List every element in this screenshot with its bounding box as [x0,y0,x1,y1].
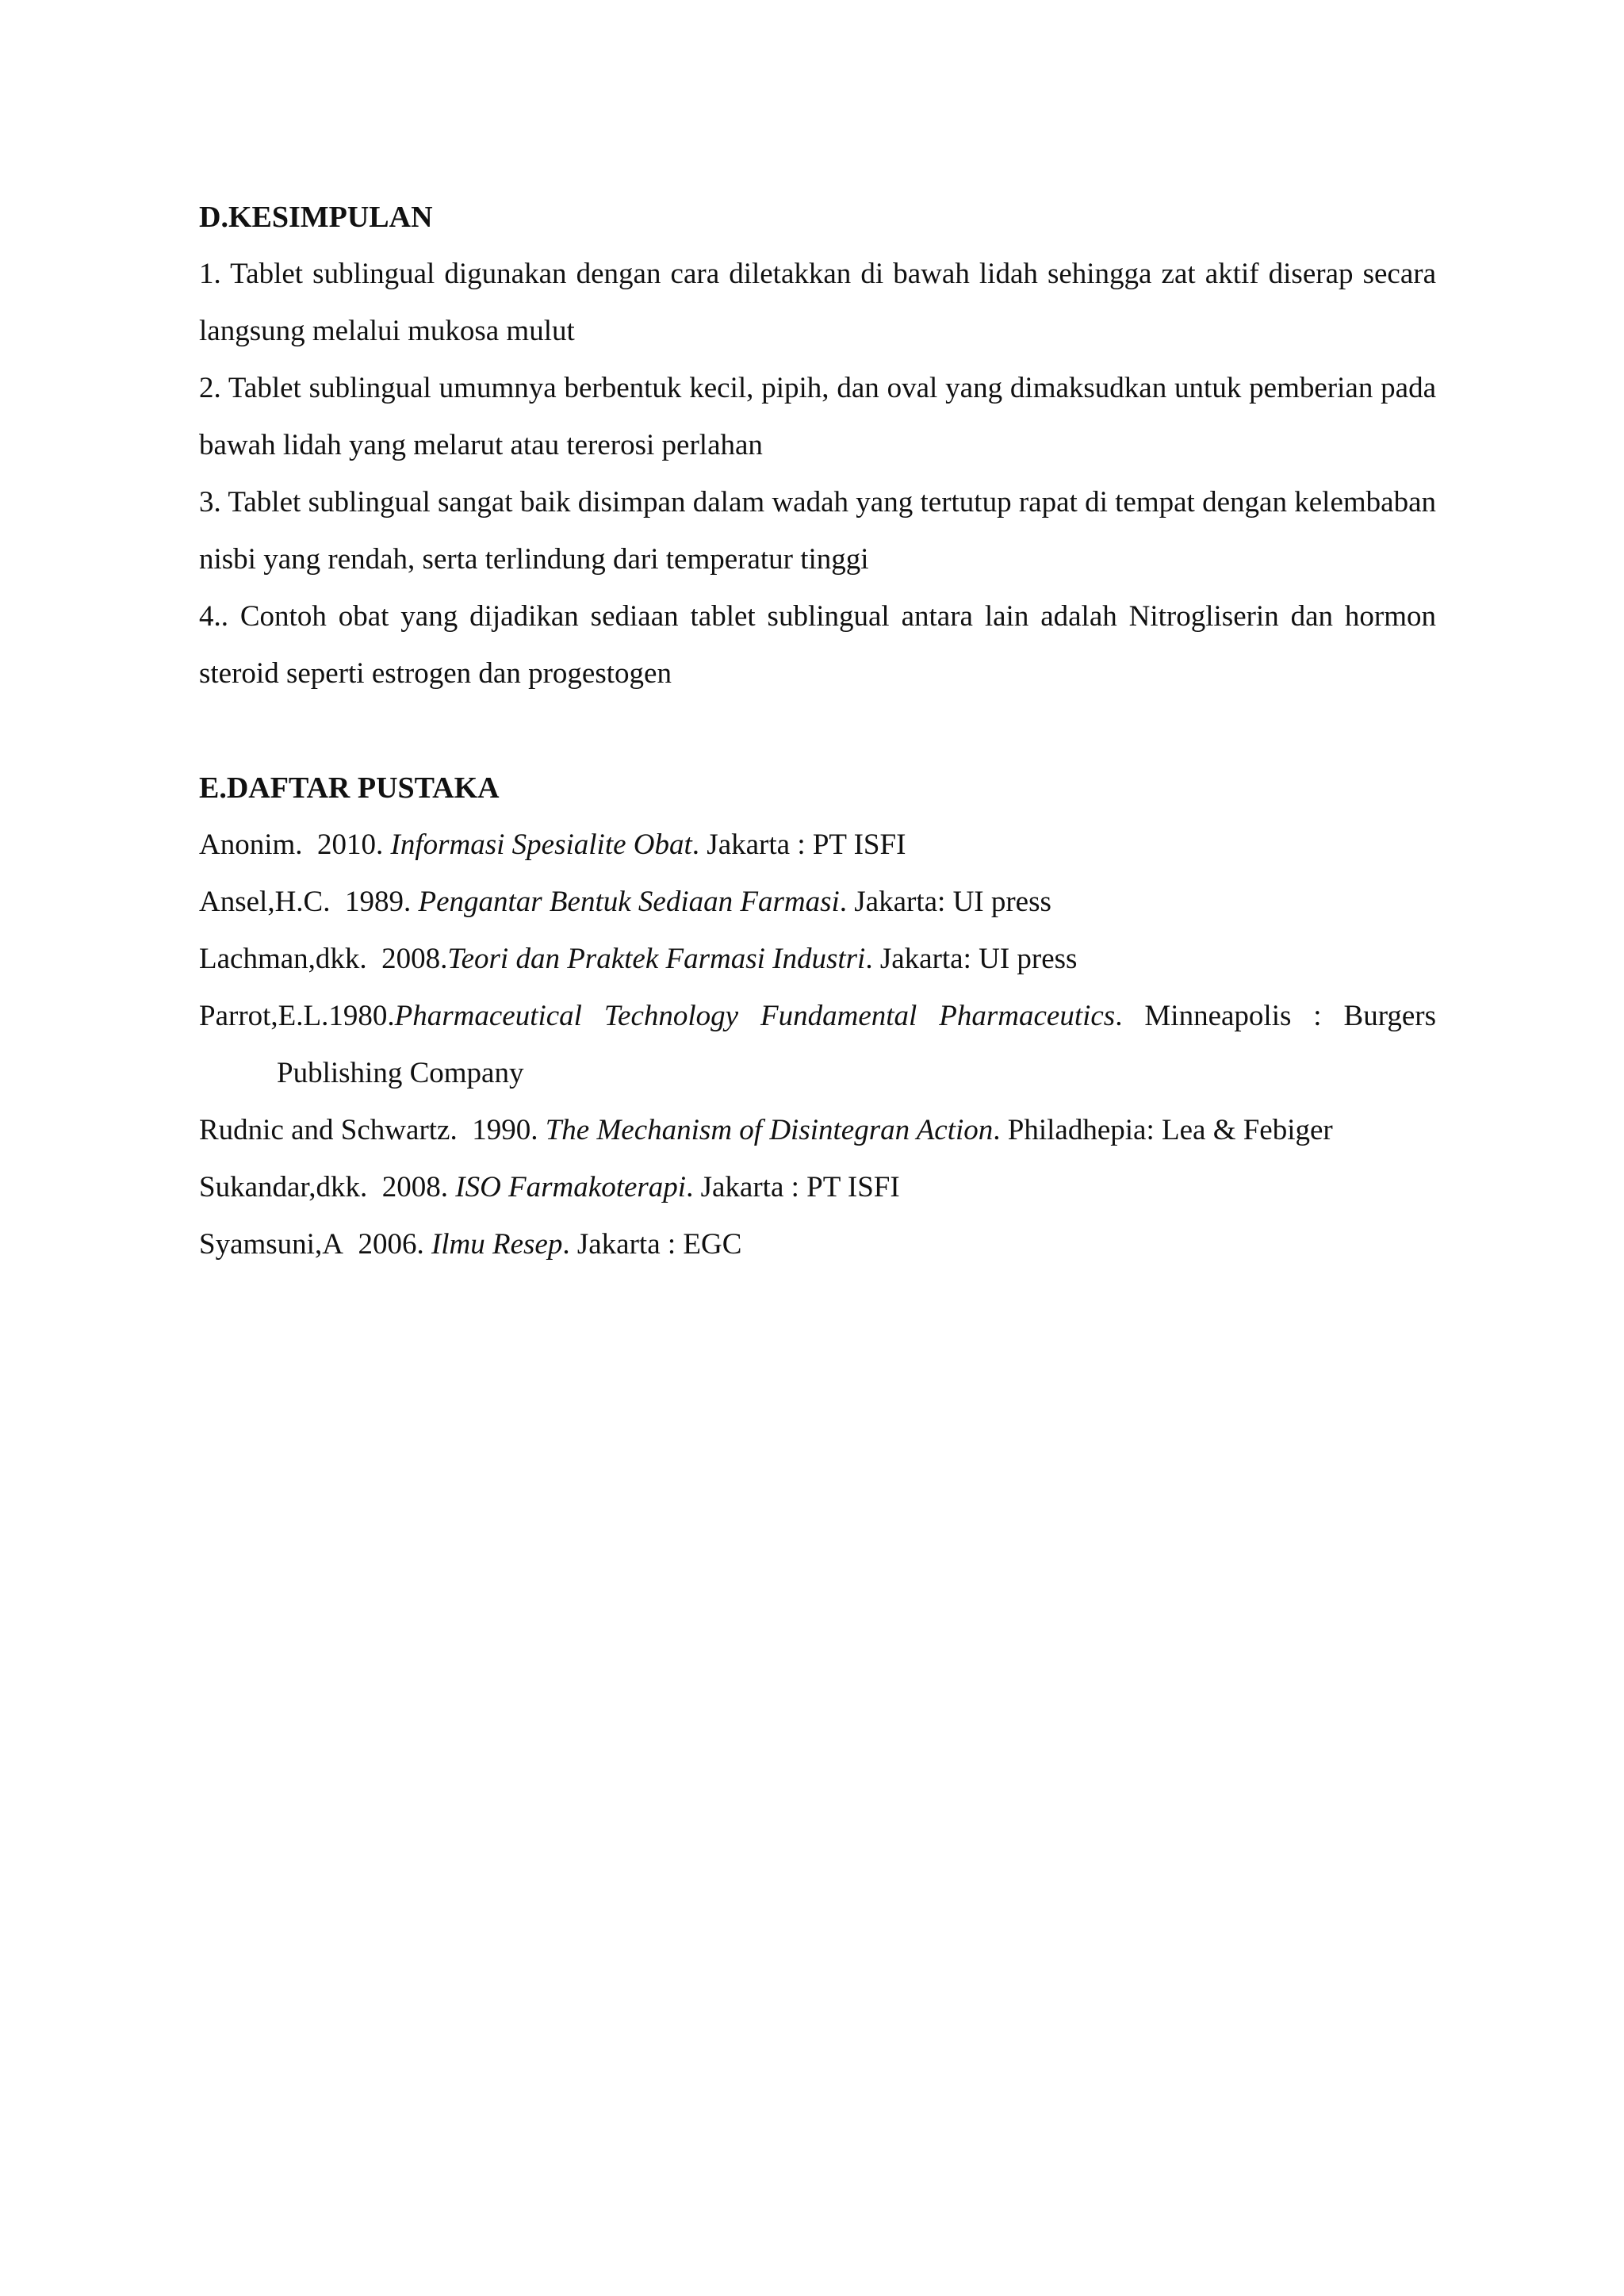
reference-item [199,874,1436,931]
reference-author: Ansel,H.C. [199,886,331,918]
reference-item [199,1159,1436,1216]
reference-item [199,931,1436,988]
reference-author: Parrot,E.L.1980. [199,1000,395,1032]
document-page [199,189,1436,1273]
reference-title: Pengantar Bentuk Sediaan Farmasi [418,886,840,918]
reference-item [199,1216,1436,1273]
reference-title: Ilmu Resep [431,1228,563,1261]
reference-title: Pharmaceutical Technology Fundamental Pharmaceutics [394,1000,1116,1032]
reference-item [199,817,1436,874]
reference-year: 2008. [381,943,448,975]
reference-year: 2006. [358,1228,424,1261]
conclusion-item-2: 2. Tablet sublingual umumnya berbentuk kecil, pipih, dan oval yang dimaksudkan untuk pemberian pada bawah lidah yang melarut atau tererosi perlahan [199,372,1436,461]
reference-publisher: . Jakarta : PT ISFI [691,828,906,861]
conclusion-item-3: 3. Tablet sublingual sangat baik disimpan dalam wadah yang tertutup rapat di tempat dengan kelembaban nisbi yang rendah, serta terlindung dari temperatur tinggi [199,486,1436,576]
reference-author: Rudnic and Schwartz. [199,1114,458,1146]
reference-title: ISO Farmakoterapi [455,1171,687,1203]
reference-publisher: . Jakarta: UI press [865,943,1078,975]
reference-author: Sukandar,dkk. [199,1171,368,1203]
reference-title: Informasi Spesialite Obat [390,828,692,861]
reference-publisher: . Jakarta: UI press [839,886,1051,918]
conclusion-item-1: 1. Tablet sublingual digunakan dengan cara diletakkan di bawah lidah sehingga zat aktif diserap secara langsung melalui mukosa mulut [199,258,1436,347]
reference-item [199,988,1436,1102]
section-spacer [199,702,1436,760]
conclusion-item-4: 4.. Contoh obat yang dijadikan sediaan tablet sublingual antara lain adalah Nitrogliserin dan hormon steroid seperti estrogen dan progestogen [199,600,1436,690]
reference-year: 1990. [472,1114,538,1146]
reference-year: 2008. [381,1171,449,1203]
reference-year: 2010. [317,828,384,861]
reference-publisher: . Jakarta : EGC [562,1228,742,1261]
conclusion-heading: D.KESIMPULAN [199,201,433,234]
reference-title: Teori dan Praktek Farmasi Industri [447,943,866,975]
reference-publisher: . Philadhepia: Lea & Febiger [993,1114,1333,1146]
reference-author: Anonim. [199,828,303,861]
reference-publisher: . Jakarta : PT ISFI [686,1171,900,1203]
reference-title: The Mechanism of Disintegran Action [545,1114,994,1146]
reference-author: Syamsuni,A [199,1228,343,1261]
reference-year: 1989. [344,886,412,918]
references-heading: E.DAFTAR PUSTAKA [199,771,500,805]
reference-author: Lachman,dkk. [199,943,367,975]
reference-item [199,1102,1436,1159]
reference-publisher: . Minneapolis : Burgers Publishing Company [277,1000,1436,1089]
